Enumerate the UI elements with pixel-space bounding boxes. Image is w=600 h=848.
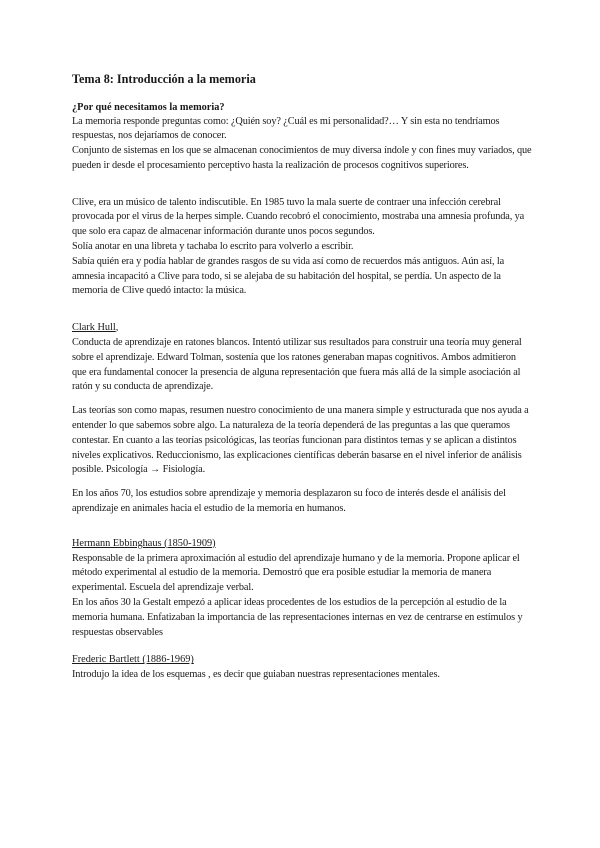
section-heading-why-memory: ¿Por qué necesitamos la memoria? [72, 102, 225, 113]
paragraph-memory-questions: La memoria responde preguntas como: ¿Quién soy? ¿Cuál es mi personalidad?… Y sin esta no tendríamos respuestas, nos dejaríamos de conocer. [72, 115, 500, 142]
paragraph-memory-definition: Conjunto de sistemas en los que se almacenan conocimientos de muy diversa índole y con fines muy variados, que pueden ir desde el procesamiento perceptivo hasta la realización de procesos cognitivos superiores. [72, 145, 532, 171]
person-heading-ebbinghaus: Hermann Ebbinghaus (1850-1909) [72, 537, 216, 549]
paragraph-clive-notebook: Solía anotar en una libreta y tachaba lo escrito para volverlo a escribir. [72, 241, 354, 253]
paragraph-gestalt: En los años 30 la Gestalt empezó a aplicar ideas procedentes de los estudios de la percepción al estudio de la memoria humana. Enfatizaban la importancia de las representaciones internas en vez de centrarse en estímulos y respuestas observables [72, 597, 523, 638]
person-heading-clark-hull [72, 321, 532, 336]
paragraph-bartlett-schemas: Introdujo la idea de los esquemas , es decir que guiaban nuestras representaciones mentales. [72, 669, 440, 681]
document-page [72, 72, 532, 683]
document-title: Tema 8: Introducción a la memoria [72, 72, 256, 86]
paragraph-hull-learning: Conducta de aprendizaje en ratones blancos. Intentó utilizar sus resultados para construir una teoría muy general sobre el aprendizaje. Edward Tolman, sostenía que los ratones generaban mapas cognitivos. Ambos admitieron que era fundamental conocer la presencia de alguna representación que fuera más allá de la simple asociación al ratón y su conducta de aprendizaje. [72, 337, 522, 393]
clark-hull-name-suffix: , [115, 322, 119, 334]
clark-hull-name: Clark Hull [72, 322, 116, 334]
paragraph-theories-as-maps: Las teorías son como mapas, resumen nuestro conocimiento de una manera simple y estructurada que nos ayuda a entender lo que sabemos sobre algo. La naturaleza de la teoría dependerá de las preguntas a las que queramos contestar. En cuanto a las teorías psicológicas, las teorías funcionan para distintos temas y se aplican a distintos niveles explicativos. Reduccionismo, las explicaciones científicas deberán basarse en el nivel inferior de análisis posible. Psicología → Fisiología. [72, 405, 529, 476]
paragraph-ebbinghaus: Responsable de la primera aproximación al estudio del aprendizaje humano y de la memoria. Propone aplicar el método experimental al estudio de la memoria. Demostró que era posible estudiar la memoria de manera experimental. Escuela del aprendizaje verbal. [72, 552, 520, 594]
paragraph-clive-intro: Clive, era un músico de talento indiscutible. En 1985 tuvo la mala suerte de contraer una infección cerebral provocada por el virus de la herpes simple. Cuando recobró el conocimiento, mostraba una amnesia profunda, ya que solo era capaz de almacenar información durante unos pocos segundos. [72, 196, 525, 238]
paragraph-70s-shift: En los años 70, los estudios sobre aprendizaje y memoria desplazaron su foco de interés desde el análisis del aprendizaje en animales hacia el estudio de la memoria en humanos. [72, 488, 506, 515]
paragraph-clive-music: Sabía quién era y podía hablar de grandes rasgos de su vida así como de recuerdos más antiguos. Aún así, la amnesia incapacitó a Clive para todo, si se alejaba de su habitación del hospital, se perdía. Un aspecto de la memoria de Clive quedó intacto: la música. [72, 255, 505, 297]
person-heading-bartlett: Frederic Bartlett (1886-1969) [72, 654, 194, 666]
